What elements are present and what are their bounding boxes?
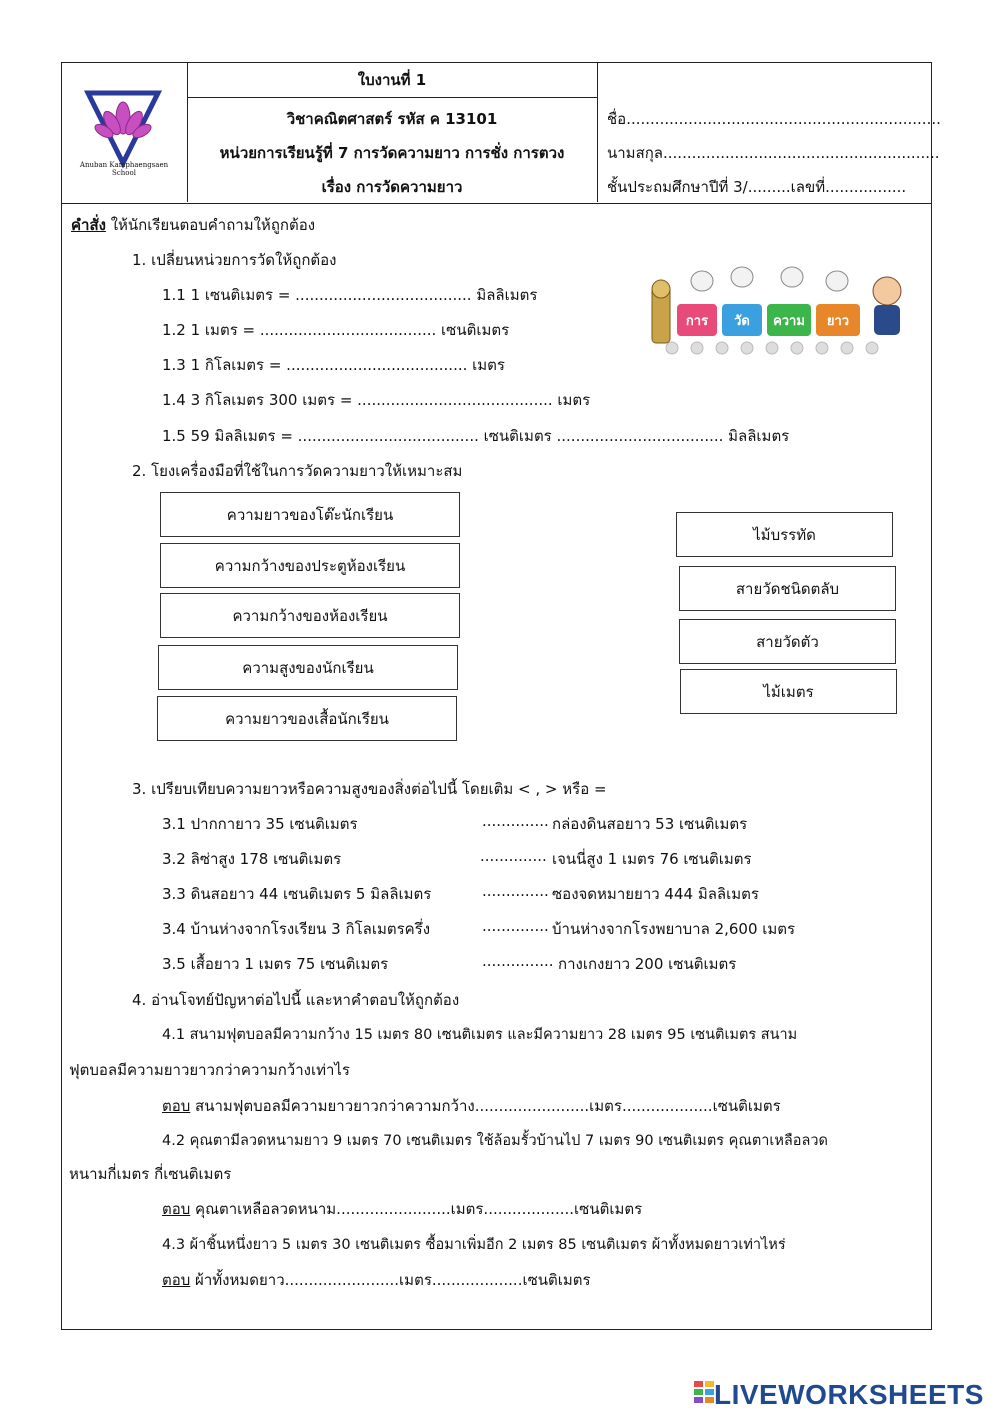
q1-item-2[interactable]: 1.2 1 เมตร = ..................................... เซนติเมตร (162, 321, 510, 339)
banner-letter-4-text: ยาว (826, 313, 850, 329)
q1-item-3[interactable]: 1.3 1 กิโลเมตร = ...................................... เมตร (162, 356, 505, 374)
banner-letter-1 (677, 304, 717, 336)
q3-row-2-left: 3.2 ลิซ่าสูง 178 เซนติเมตร (162, 850, 342, 868)
subject-line: วิชาคณิตศาสตร์ รหัส ค 13101 (286, 110, 498, 128)
name-field[interactable]: ชื่อ.................................................................. (607, 110, 941, 128)
q3-row-5-blank[interactable]: ............... (482, 952, 554, 970)
q2-right-text-3: สายวัดตัว (756, 632, 819, 651)
q2-left-text-2: ความกว้างของประตูห้องเรียน (214, 556, 406, 575)
q4-answer-2[interactable] (162, 1197, 642, 1221)
q3-row-1-blank[interactable]: .............. (482, 812, 549, 830)
q3-row-2-right: เจนนี่สูง 1 เมตร 76 เซนติเมตร (552, 850, 752, 868)
q2-right-box-3[interactable] (679, 619, 896, 664)
banner-letter-2-text: วัด (734, 313, 750, 329)
school-logo-cell (62, 63, 188, 202)
q3-title: 3. เปรียบเทียบความยาวหรือความสูงของสิ่งต่อไปนี้ โดยเติม < , > หรือ = (132, 780, 607, 798)
liveworksheets-text: LIVEWORKSHEETS (714, 1379, 984, 1410)
q3-row-5-left: 3.5 เสื้อยาว 1 เมตร 75 เซนติเมตร (162, 955, 389, 973)
q2-right-box-4[interactable] (680, 669, 897, 714)
topic-line: เรื่อง การวัดความยาว (321, 178, 463, 196)
q1-item-1[interactable]: 1.1 1 เซนติเมตร = ..................................... มิลลิเมตร (162, 286, 538, 304)
q3-row-3-right: ซองจดหมายยาว 444 มิลลิเมตร (552, 885, 759, 903)
liveworksheets-icon (694, 1381, 714, 1409)
student-info-cell (599, 63, 941, 202)
worksheet-number: ใบงานที่ 1 (187, 63, 597, 98)
school-logo (62, 63, 187, 202)
q3-row-4-left: 3.4 บ้านห่างจากโรงเรียน 3 กิโลเมตรครึ่ง (162, 920, 431, 938)
q2-left-box-3[interactable] (160, 593, 460, 638)
q2-left-text-3: ความกว้างของห้องเรียน (232, 606, 388, 625)
q3-row-5-right: กางเกงยาว 200 เซนติเมตร (558, 955, 737, 973)
q4-title: 4. อ่านโจทย์ปัญหาต่อไปนี้ และหาคำตอบให้ถูกต้อง (132, 991, 460, 1009)
q2-title: 2. โยงเครื่องมือที่ใช้ในการวัดความยาวให้เหมาะสม (132, 462, 463, 480)
q4-answer-1[interactable] (162, 1094, 781, 1118)
instruction (71, 213, 315, 237)
answer-label-2: ตอบ (162, 1200, 191, 1218)
liveworksheets-logo (694, 1380, 984, 1410)
q2-left-box-2[interactable] (160, 543, 460, 588)
q4-problem-2-line-1: 4.2 คุณตามีลวดหนามยาว 9 เมตร 70 เซนติเมตร ใช้ล้อมรั้วบ้านไป 7 เมตร 90 เซนติเมตร คุณตาเหลือลวด (162, 1133, 828, 1149)
instruction-text: ให้นักเรียนตอบคำถามให้ถูกต้อง (105, 216, 316, 234)
banner-letter-4 (816, 304, 860, 336)
worksheet-header (62, 63, 941, 204)
q2-right-text-4: ไม้เมตร (763, 682, 814, 701)
answer-2-text: คุณตาเหลือลวดหนาม........................เมตร...................เซนติเมตร (190, 1200, 643, 1218)
q3-row-1-right: กล่องดินสอยาว 53 เซนติเมตร (552, 815, 748, 833)
surname-field[interactable]: นามสกุล.......................................................... (607, 144, 940, 162)
banner-letter-2 (722, 304, 762, 336)
q4-problem-1-line-2: ฟุตบอลมีความยาวยาวกว่าความกว้างเท่าไร (69, 1061, 350, 1079)
banner-letter-3 (767, 304, 811, 336)
q2-left-box-5[interactable] (157, 696, 457, 741)
q4-problem-2-line-2: หนามกี่เมตร กี่เซนติเมตร (69, 1165, 232, 1183)
q3-row-4-blank[interactable]: .............. (482, 917, 549, 935)
q1-item-4[interactable]: 1.4 3 กิโลเมตร 300 เมตร = ......................................... เมตร (162, 391, 591, 409)
worksheet-frame (61, 62, 941, 1330)
q2-right-text-2: สายวัดชนิดตลับ (735, 579, 840, 598)
q2-left-box-1[interactable] (160, 492, 460, 537)
answer-label-1: ตอบ (162, 1097, 191, 1115)
unit-line: หน่วยการเรียนรู้ที่ 7 การวัดความยาว การชั่ง การตวง (219, 144, 565, 162)
q2-right-box-2[interactable] (679, 566, 896, 611)
answer-1-text: สนามฟุตบอลมีความยาวยาวกว่าความกว้าง........................เมตร...................เซนติเมตร (190, 1097, 781, 1115)
q2-left-text-1: ความยาวของโต๊ะนักเรียน (226, 505, 394, 524)
q3-row-1-left: 3.1 ปากกายาว 35 เซนติเมตร (162, 815, 358, 833)
answer-3-text: ผ้าทั้งหมดยาว........................เมตร...................เซนติเมตร (190, 1271, 591, 1289)
q2-left-box-4[interactable] (158, 645, 458, 690)
q3-row-4-right: บ้านห่างจากโรงพยาบาล 2,600 เมตร (552, 920, 796, 938)
banner-letter-1-text: การ (685, 313, 709, 329)
q1-title: 1. เปลี่ยนหน่วยการวัดให้ถูกต้อง (132, 251, 337, 269)
q3-row-3-blank[interactable]: .............. (482, 882, 549, 900)
answer-label-3: ตอบ (162, 1271, 191, 1289)
q4-problem-3-line-1: 4.3 ผ้าชิ้นหนึ่งยาว 5 เมตร 30 เซนติเมตร ซื้อมาเพิ่มอีก 2 เมตร 85 เซนติเมตร ผ้าทั้งหมดยาวเท่าไหร่ (162, 1237, 786, 1253)
q2-right-text-1: ไม้บรรทัด (753, 525, 816, 544)
school-name-text: Anuban Kamphaengsaen School (79, 161, 169, 177)
q2-right-box-1[interactable] (676, 512, 893, 557)
q2-left-text-5: ความยาวของเสื้อนักเรียน (225, 709, 389, 728)
banner-letter-3-text: ความ (773, 313, 805, 329)
title-cell (187, 63, 598, 202)
q2-left-text-4: ความสูงของนักเรียน (242, 658, 374, 677)
q4-answer-3[interactable] (162, 1268, 591, 1292)
instruction-label: คำสั่ง (71, 216, 106, 234)
q3-row-2-blank[interactable]: .............. (480, 847, 547, 865)
q1-item-5[interactable]: 1.5 59 มิลลิเมตร = ...................................... เซนติเมตร ................................... มิลลิเมตร (162, 427, 790, 445)
q3-row-3-left: 3.3 ดินสอยาว 44 เซนติเมตร 5 มิลลิเมตร (162, 885, 432, 903)
class-field[interactable]: ชั้นประถมศึกษาปีที่ 3/.........เลขที่................. (607, 178, 907, 196)
q4-problem-1-line-1: 4.1 สนามฟุตบอลมีความกว้าง 15 เมตร 80 เซนติเมตร และมีความยาว 28 เมตร 95 เซนติเมตร สนาม (162, 1027, 798, 1043)
